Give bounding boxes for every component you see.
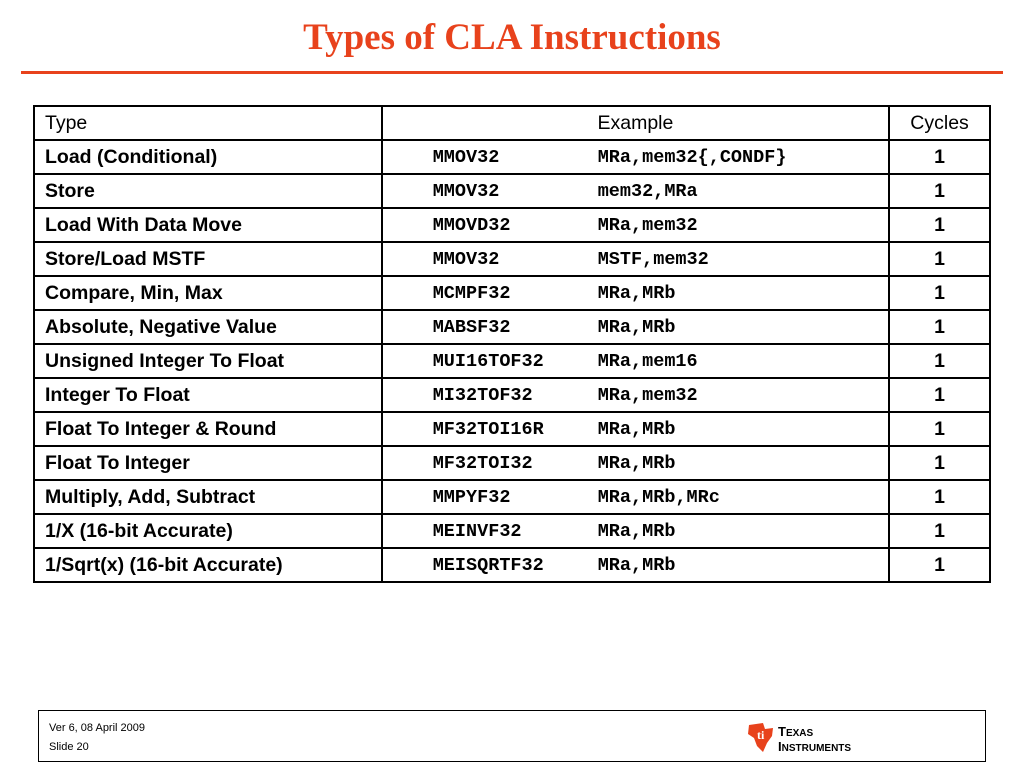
instruction-type-cell: Unsigned Integer To Float [34,344,382,378]
instruction-mnemonic: MUI16TOF32 [432,350,544,372]
instruction-example-cell [382,446,889,480]
svg-text:TEXAS: TEXAS [778,724,814,739]
instruction-operands: mem32,MRa [597,180,698,202]
instruction-type-cell: Integer To Float [34,378,382,412]
instruction-cycles-cell: 1 [889,344,990,378]
instruction-cycles-cell: 1 [889,208,990,242]
instruction-type-cell: Float To Integer & Round [34,412,382,446]
table-row [34,480,990,514]
table-row [34,514,990,548]
instruction-example-cell [382,242,889,276]
instruction-cycles-cell: 1 [889,140,990,174]
instruction-operands: MRa,MRb [597,418,676,440]
instruction-example-cell [382,140,889,174]
instruction-operands: MRa,mem32 [597,384,698,406]
instruction-operands: MRa,mem32{,CONDF} [597,146,787,168]
table-row [34,310,990,344]
instruction-example-cell [382,310,889,344]
instruction-type-cell: Store/Load MSTF [34,242,382,276]
instruction-operands: MRa,MRb [597,282,676,304]
instruction-cycles-cell: 1 [889,514,990,548]
instruction-type-cell: 1/X (16-bit Accurate) [34,514,382,548]
instruction-table [33,105,991,583]
instruction-type-cell: Load (Conditional) [34,140,382,174]
header-cycles: Cycles [889,106,990,140]
instruction-example-cell [382,480,889,514]
table-row [34,378,990,412]
table-row [34,412,990,446]
instruction-cycles-cell: 1 [889,276,990,310]
instruction-cycles-cell: 1 [889,242,990,276]
table-row [34,446,990,480]
instruction-type-cell: Compare, Min, Max [34,276,382,310]
instruction-mnemonic: MMOVD32 [432,214,511,236]
table-row [34,276,990,310]
instruction-mnemonic: MEINVF32 [432,520,522,542]
instruction-cycles-cell: 1 [889,310,990,344]
footer-slide-number: Slide 20 [49,741,89,753]
instruction-operands: MRa,MRb [597,520,676,542]
table-body [34,140,990,582]
instruction-mnemonic: MMPYF32 [432,486,511,508]
slide-title: Types of CLA Instructions [303,17,721,58]
instruction-operands: MRa,MRb [597,554,676,576]
instruction-operands: MRa,mem32 [597,214,698,236]
instruction-example-cell [382,208,889,242]
table-row [34,344,990,378]
instruction-mnemonic: MF32TOI16R [432,418,544,440]
instruction-cycles-cell: 1 [889,446,990,480]
instruction-type-cell: Multiply, Add, Subtract [34,480,382,514]
instruction-example-cell [382,548,889,582]
instruction-example-cell [382,344,889,378]
instruction-cycles-cell: 1 [889,548,990,582]
instruction-example-cell [382,174,889,208]
table-row [34,208,990,242]
instruction-mnemonic: MF32TOI32 [432,452,533,474]
instruction-operands: MRa,MRb [597,316,676,338]
title-underline [21,71,1003,74]
instruction-operands: MRa,MRb [597,452,676,474]
svg-text:INSTRUMENTS: INSTRUMENTS [778,739,852,754]
instruction-cycles-cell: 1 [889,174,990,208]
instruction-cycles-cell: 1 [889,378,990,412]
instruction-example-cell [382,276,889,310]
slide-footer [38,710,986,762]
instruction-mnemonic: MEISQRTF32 [432,554,544,576]
instruction-mnemonic: MMOV32 [432,248,500,270]
header-type: Type [34,106,382,140]
instruction-operands: MRa,MRb,MRc [597,486,720,508]
instruction-cycles-cell: 1 [889,480,990,514]
table-header-row [34,106,990,140]
instruction-operands: MRa,mem16 [597,350,698,372]
texas-instruments-logo-icon [744,719,874,755]
instruction-type-cell: Store [34,174,382,208]
instruction-mnemonic: MABSF32 [432,316,511,338]
instruction-mnemonic: MCMPF32 [432,282,511,304]
instruction-mnemonic: MMOV32 [432,146,500,168]
instruction-example-cell [382,378,889,412]
svg-text:ti: ti [757,728,765,742]
instruction-cycles-cell: 1 [889,412,990,446]
instruction-example-cell [382,514,889,548]
footer-version: Ver 6, 08 April 2009 [49,722,146,734]
table-row [34,174,990,208]
table-row [34,242,990,276]
instruction-type-cell: 1/Sqrt(x) (16-bit Accurate) [34,548,382,582]
instruction-mnemonic: MMOV32 [432,180,500,202]
instruction-mnemonic: MI32TOF32 [432,384,533,406]
instruction-type-cell: Load With Data Move [34,208,382,242]
table-row [34,140,990,174]
instruction-type-cell: Absolute, Negative Value [34,310,382,344]
instruction-operands: MSTF,mem32 [597,248,709,270]
instruction-type-cell: Float To Integer [34,446,382,480]
table-row [34,548,990,582]
header-example: Example [382,106,889,140]
instruction-example-cell [382,412,889,446]
